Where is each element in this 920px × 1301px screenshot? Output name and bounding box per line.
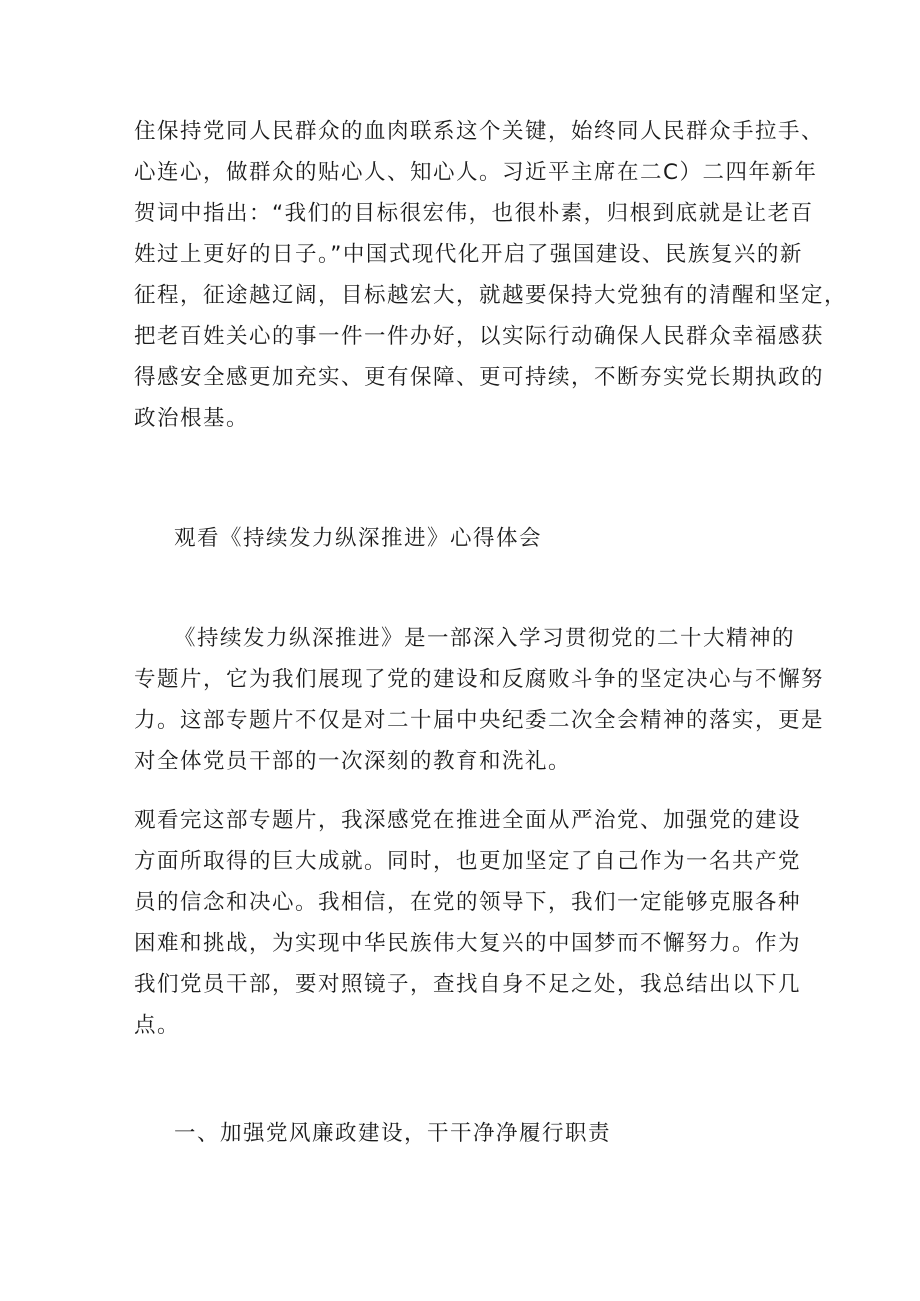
text-line: 得感安全感更加充实、更有保障、更可持续，不断夯实党长期执政的 [134,365,825,390]
text-line: 住保持党同人民群众的血肉联系这个关键，始终同人民群众手拉手、 [134,119,825,144]
text-line: 贺词中指出：“我们的目标很宏伟，也很朴素，归根到底就是让老百 [134,201,814,226]
text-line: 点。 [134,1013,181,1038]
text-line: 《持续发力纵深推进》是一部深入学习贯彻党的二十大精神的 [174,626,796,651]
section-heading-1 [134,1113,794,1154]
title-text: 观看《持续发力纵深推进》心得体会 [174,526,543,551]
text-line: 政治根基。 [134,406,250,431]
text-line: 把老百姓关心的事一件一件办好，以实际行动确保人民群众幸福感获 [134,324,825,349]
heading-text: 一、加强党风廉政建设，干干净净履行职责 [174,1121,612,1146]
text-line: 我们党员干部，要对照镜子，查找自身不足之处，我总结出以下几 [134,972,802,997]
article-title [134,518,794,559]
text-line: 员的信念和决心。我相信，在党的领导下，我们一定能够克服各种 [134,890,802,915]
text-line: 方面所取得的巨大成就。同时，也更加坚定了自己作为一名共产党 [134,849,802,874]
text-line: 专题片，它为我们展现了党的建设和反腐败斗争的坚定决心与不懈努 [134,667,825,692]
paragraph-intro [134,111,848,439]
paragraph-overview [134,618,825,782]
text-line: 力。这部专题片不仅是对二十届中央纪委二次全会精神的落实，更是 [134,708,825,733]
text-line: 征程，征途越辽阔，目标越宏大，就越要保持大党独有的清醒和坚定， [134,283,848,308]
text-line: 对全体党员干部的一次深刻的教育和洗礼。 [134,749,572,774]
text-line: 困难和挑战，为实现中华民族伟大复兴的中国梦而不懈努力。作为 [134,931,802,956]
text-line: 姓过上更好的日子。”中国式现代化开启了强国建设、民族复兴的新 [134,242,803,267]
paragraph-reflection [134,800,802,1046]
text-line: 心连心，做群众的贴心人、知心人。习近平主席在二C）二四年新年 [134,160,818,185]
text-line: 观看完这部专题片，我深感党在推进全面从严治党、加强党的建设 [134,808,802,833]
